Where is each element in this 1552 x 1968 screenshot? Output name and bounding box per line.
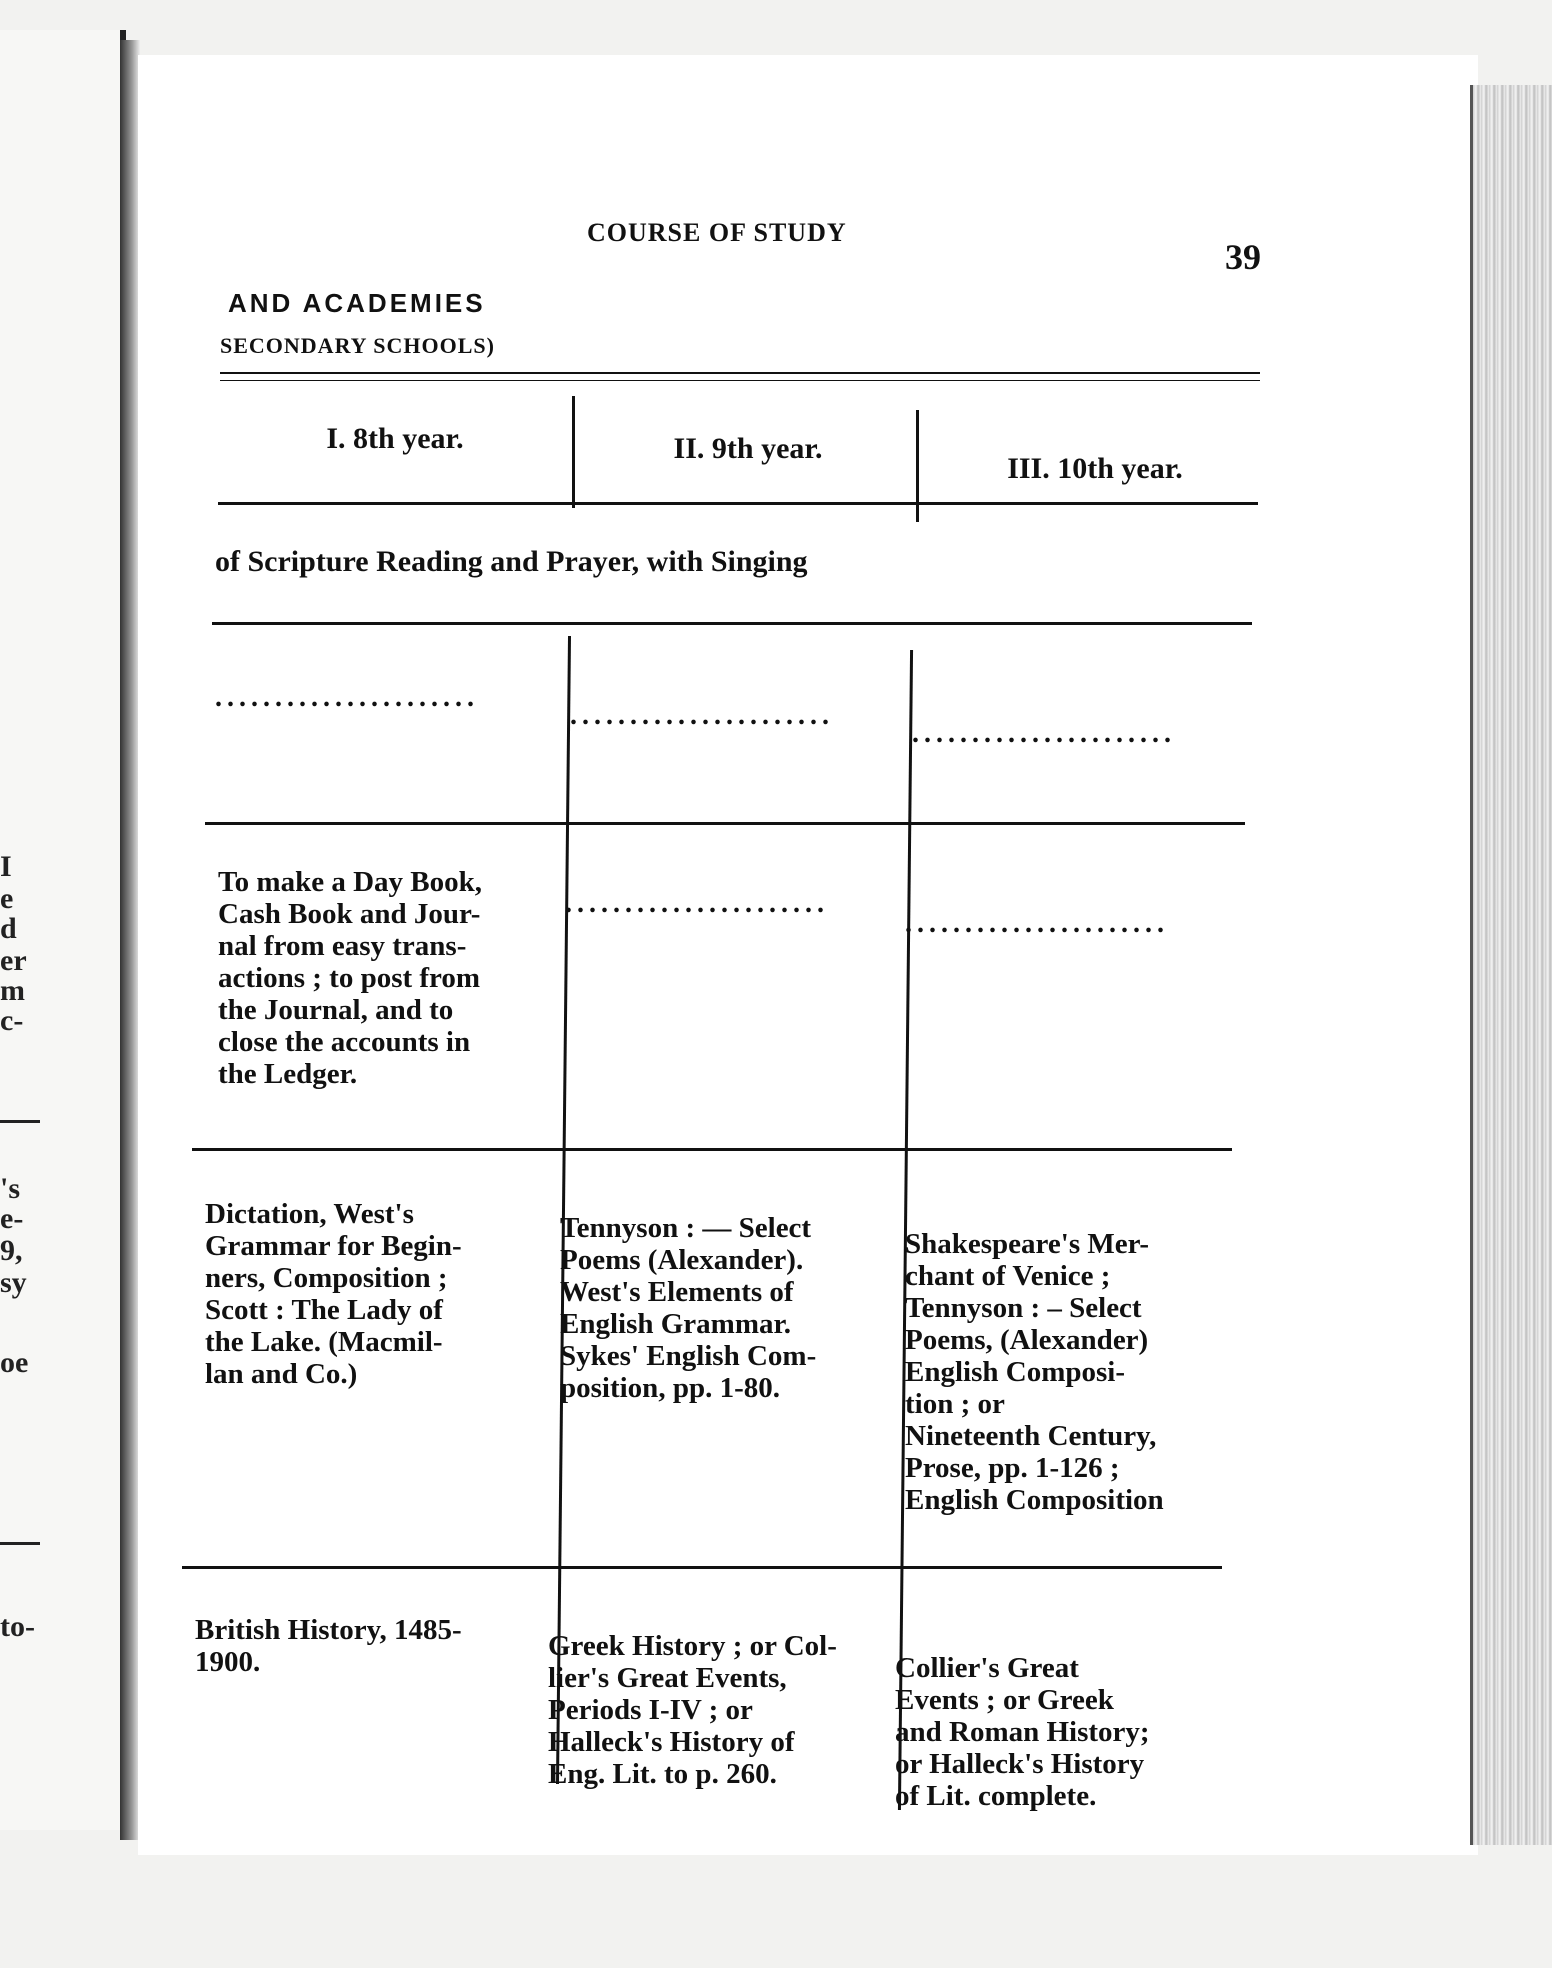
left-fragment: oe bbox=[0, 1346, 29, 1379]
row-rule bbox=[192, 1148, 1232, 1151]
left-fragment: to- bbox=[0, 1610, 35, 1643]
dot-leader: ...................... bbox=[215, 682, 479, 713]
scripture-row-text: of Scripture Reading and Prayer, with Singing bbox=[215, 545, 808, 578]
left-rule bbox=[0, 1542, 40, 1545]
left-fragment: I bbox=[0, 850, 12, 883]
header-rule-top-thin bbox=[220, 380, 1260, 381]
row-rule bbox=[212, 622, 1252, 625]
history-10th-year: Collier's Great Events ; or Greek and Roman History; or Halleck's History of Lit. complete. bbox=[895, 1652, 1150, 1812]
section-subheading: SECONDARY SCHOOLS) bbox=[220, 333, 495, 358]
left-fragment: c- bbox=[0, 1004, 24, 1037]
column-header-8th-year: I. 8th year. bbox=[326, 422, 464, 455]
left-fragment: 's bbox=[0, 1172, 21, 1205]
left-fragment: d bbox=[0, 912, 17, 945]
page-edges bbox=[1470, 85, 1552, 1845]
row-rule bbox=[182, 1566, 1222, 1569]
dot-leader: ...................... bbox=[912, 718, 1176, 749]
left-fragment: er bbox=[0, 944, 27, 977]
column-header-9th-year: II. 9th year. bbox=[673, 432, 823, 465]
history-8th-year: British History, 1485- 1900. bbox=[195, 1614, 462, 1678]
dot-leader: ...................... bbox=[570, 700, 834, 731]
left-rule bbox=[0, 1120, 40, 1123]
column-divider bbox=[572, 396, 575, 508]
history-9th-year: Greek History ; or Col- lier's Great Events, Periods I-IV ; or Halleck's History of Eng. Lit. to p. 260. bbox=[548, 1630, 837, 1790]
header-rule-bottom bbox=[218, 502, 1258, 505]
book-gutter bbox=[120, 40, 140, 1840]
left-fragment: e bbox=[0, 882, 14, 915]
left-fragment: 9, bbox=[0, 1234, 23, 1267]
left-fragment: sy bbox=[0, 1266, 27, 1299]
english-8th-year: Dictation, West's Grammar for Begin- ners, Composition ; Scott : The Lady of the Lake. (Macmil- lan and Co.) bbox=[205, 1198, 462, 1390]
row-rule bbox=[205, 822, 1245, 825]
bookkeeping-8th-year: To make a Day Book, Cash Book and Jour- nal from easy trans- actions ; to post from the Journal, and to close the accounts in the Ledger. bbox=[218, 866, 483, 1090]
dot-leader: ...................... bbox=[905, 908, 1169, 939]
section-heading: AND ACADEMIES bbox=[228, 288, 486, 318]
facing-page-fragment bbox=[0, 30, 126, 1830]
running-head: COURSE OF STUDY bbox=[587, 218, 847, 247]
left-fragment: m bbox=[0, 974, 25, 1007]
column-divider bbox=[916, 410, 919, 522]
header-rule-top bbox=[220, 372, 1260, 374]
left-fragment: e- bbox=[0, 1202, 24, 1235]
english-9th-year: Tennyson : — Select Poems (Alexander). West's Elements of English Grammar. Sykes' English Com- position, pp. 1-80. bbox=[560, 1212, 817, 1404]
page-number: 39 bbox=[1225, 237, 1261, 277]
english-10th-year: Shakespeare's Mer- chant of Venice ; Tennyson : – Select Poems, (Alexander) English Composi- tion ; or Nineteenth Century, Prose, pp. 1-126 ; English Composition bbox=[905, 1228, 1164, 1516]
dot-leader: ...................... bbox=[565, 888, 829, 919]
column-header-10th-year: III. 10th year. bbox=[1007, 452, 1183, 485]
